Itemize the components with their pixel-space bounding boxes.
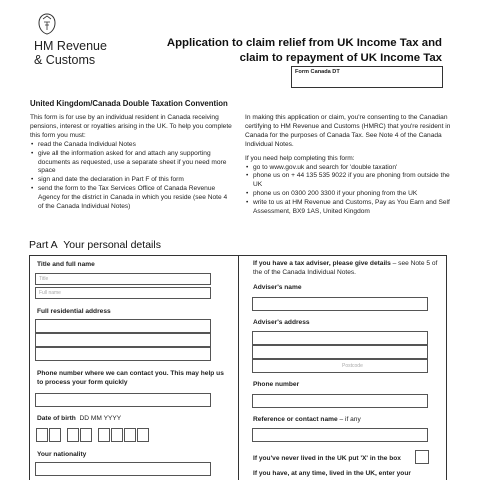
instruction-item: • send the form to the Tax Services Office of Canada Revenue Agency for the district in Canada in which you reside (see Note 4 of the Canada Individual Notes) [30,185,233,212]
nationality-field[interactable] [35,462,211,476]
address-line-2[interactable] [35,333,211,347]
help-item: • write to us at HM Revenue and Customs, Pay as You Earn and Self Assessment, BX9 1AS, United Kingdom [245,199,460,217]
part-a-label: Part A [29,239,58,251]
title-name-label: Title and full name [37,261,95,268]
page-title [167,36,442,66]
never-lived-checkbox[interactable] [415,450,429,464]
phone-label: Phone number where we can contact you. This may help us to process your form quickly [37,370,224,386]
dob-format-hint: DD MM YYYY [79,415,122,422]
page-title-line1: Application to claim relief from UK Income Tax and [166,37,442,49]
never-lived-label: If you've never lived in the UK put 'X' in the box [253,455,401,462]
adviser-name-label: Adviser's name [253,284,302,291]
address-line-3[interactable] [35,347,211,361]
adviser-intro-note: – see Note 5 of the of the Canada Individual Notes. [253,260,438,276]
adviser-phone-field[interactable] [252,394,428,408]
reference-note: – if any [337,416,361,423]
adviser-postcode-field[interactable] [252,359,428,373]
dob-label [37,415,121,424]
panel-divider [238,255,239,480]
title-placeholder: Title [39,276,49,282]
logo-text-line1: HM Revenue [34,39,107,53]
instruction-item: • sign and date the declaration in Part F of this form [30,176,233,185]
adviser-address-line-1[interactable] [252,331,428,345]
reference-field[interactable] [252,428,428,442]
adviser-address-label: Adviser's address [253,319,310,326]
intro-right-column [245,114,460,217]
help-list [245,164,460,217]
adviser-intro-text: If you have a tax adviser, please give details [253,260,391,267]
help-item: • phone us on 0300 200 3300 if your phoning from the UK [245,190,460,199]
part-a-title: Your personal details [63,239,161,251]
phone-field[interactable] [35,393,211,407]
form-name-box [291,66,443,88]
address-line-1[interactable] [35,319,211,333]
instruction-item: • read the Canada Individual Notes [30,141,233,150]
dob-year-digit-4[interactable] [137,428,149,442]
intro-left-column [30,114,233,212]
adviser-intro [253,260,441,278]
title-field[interactable] [35,273,211,285]
dob-month-digit-1[interactable] [67,428,79,442]
instruction-item: • give all the information asked for and attach any supporting documents as requested, use a separate sheet if you need more space [30,150,233,177]
postcode-placeholder: Postcode [342,363,363,369]
form-name-label: Form Canada DT [295,69,340,75]
consent-text: In making this application or claim, you're consenting to the Canadian certifying to HM Revenue and Customs (HMRC) that you're resident in Canada for the purposes of Canada Tax. See Note 4 of the Canada Individual Notes. [245,114,451,148]
dob-day-digit-2[interactable] [49,428,61,442]
nationality-label: Your nationality [37,451,87,458]
full-name-placeholder: Full name [39,290,61,296]
adviser-phone-label: Phone number [253,381,300,388]
adviser-address-line-2[interactable] [252,345,428,359]
help-heading: If you need help completing this form: [245,154,355,162]
full-name-field[interactable] [35,287,211,299]
dob-label-text: Date of birth [37,415,76,422]
dob-month-digit-2[interactable] [80,428,92,442]
reference-label [253,416,361,425]
instructions-list [30,141,233,212]
dob-year-digit-1[interactable] [98,428,110,442]
page-title-line2: claim to repayment of UK Income Tax [239,52,442,64]
adviser-name-field[interactable] [252,297,428,311]
help-item: • go to www.gov.uk and search for 'double taxation' [245,164,460,173]
address-label: Full residential address [37,308,111,315]
dob-year-digit-2[interactable] [111,428,123,442]
convention-title: United Kingdom/Canada Double Taxation Convention [30,99,228,108]
dob-year-digit-3[interactable] [124,428,136,442]
intro-left-text: This form is for use by an individual resident in Canada receiving pensions, interest or royalties arising in the UK. To help you complete this form you must: [30,114,232,139]
lived-in-uk-label: If you have, at any time, lived in the UK, enter your [253,470,411,477]
dob-day-digit-1[interactable] [36,428,48,442]
logo-text-line2: & Customs [34,53,96,67]
royal-crest-icon [38,13,56,35]
reference-label-text: Reference or contact name [253,416,338,423]
help-item: • phone us on + 44 135 535 9022 if you are phoning from outside the UK [245,172,460,190]
part-a-heading [29,239,161,251]
